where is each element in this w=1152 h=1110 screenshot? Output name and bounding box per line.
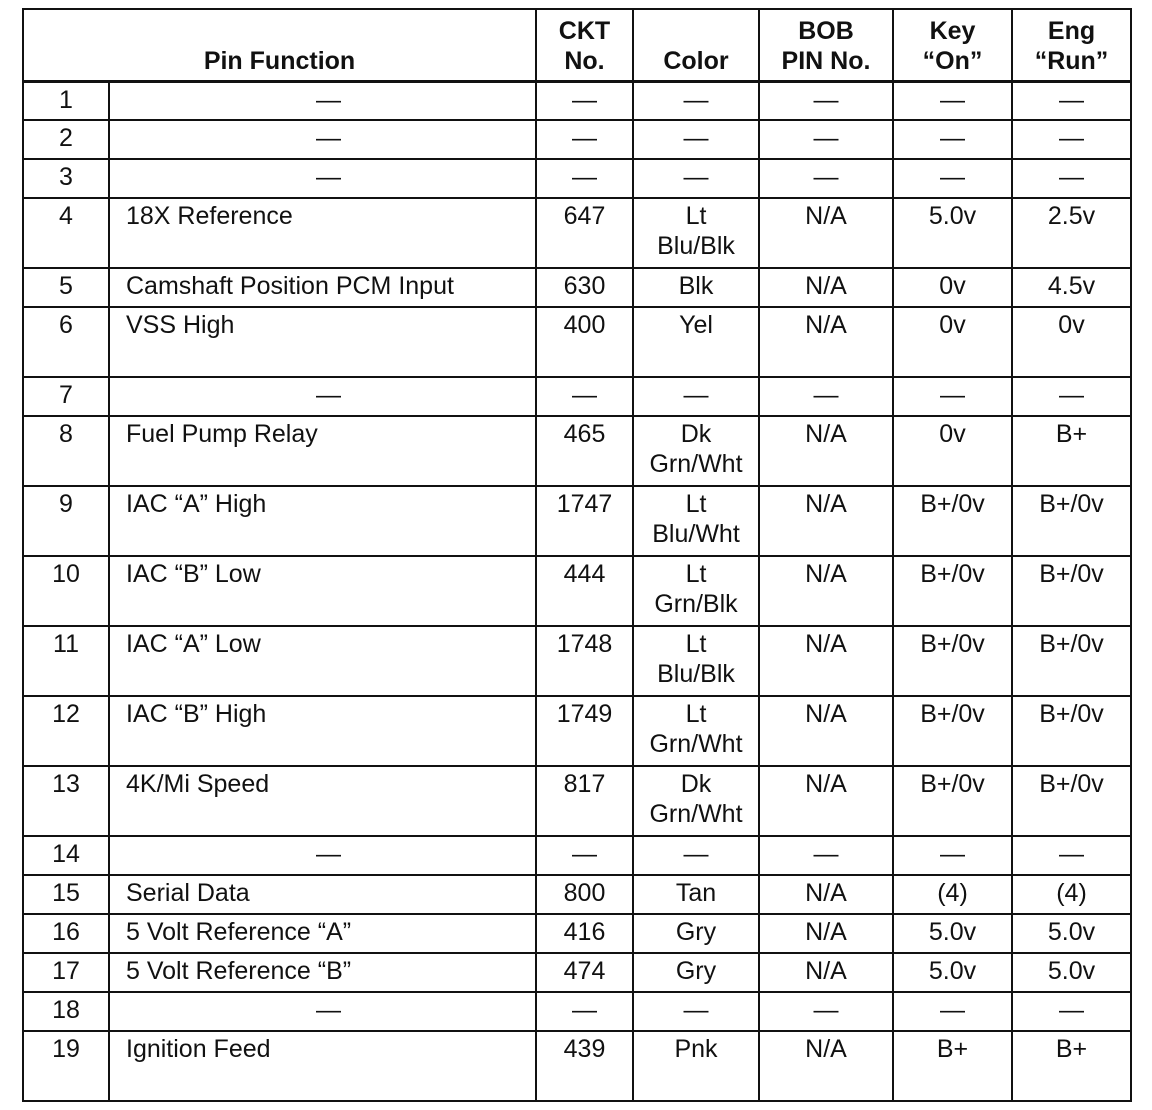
pin-number-cell: 5 xyxy=(23,268,109,307)
bob-pin-cell: — xyxy=(759,992,893,1031)
ckt-number-cell: 1749 xyxy=(536,696,633,766)
eng-run-cell: B+/0v xyxy=(1012,626,1131,696)
eng-run-cell: B+ xyxy=(1012,416,1131,486)
wire-color-line: — xyxy=(683,840,709,868)
pin-function-cell: Ignition Feed xyxy=(109,1031,536,1101)
ckt-number-cell: — xyxy=(536,377,633,416)
wire-color-line: Blu/Wht xyxy=(652,520,740,548)
pin-function-cell: — xyxy=(109,120,536,159)
key-on-cell: — xyxy=(893,159,1012,198)
eng-run-cell: 2.5v xyxy=(1012,198,1131,268)
bob-pin-cell: N/A xyxy=(759,626,893,696)
ckt-number-cell: — xyxy=(536,836,633,875)
header-line: BOB xyxy=(798,16,854,45)
table-row xyxy=(23,626,1131,696)
key-on-cell: 0v xyxy=(893,268,1012,307)
table-row xyxy=(23,377,1131,416)
key-on-cell: B+/0v xyxy=(893,626,1012,696)
bob-pin-cell: N/A xyxy=(759,556,893,626)
key-on-cell: — xyxy=(893,377,1012,416)
pin-function-table xyxy=(22,8,1132,1102)
key-on-cell: — xyxy=(893,992,1012,1031)
wire-color-cell xyxy=(633,875,759,914)
table-row xyxy=(23,914,1131,953)
bob-pin-cell: N/A xyxy=(759,198,893,268)
eng-run-cell: 5.0v xyxy=(1012,914,1131,953)
header-pin-function: Pin Function xyxy=(23,9,536,81)
table-row xyxy=(23,307,1131,377)
bob-pin-cell: — xyxy=(759,377,893,416)
wire-color-line: Lt xyxy=(685,560,707,588)
pin-number-cell: 16 xyxy=(23,914,109,953)
table-row xyxy=(23,120,1131,159)
header-line: No. xyxy=(564,46,605,75)
table-row xyxy=(23,836,1131,875)
wire-color-line: Grn/Wht xyxy=(649,800,743,828)
wire-color-line: Grn/Blk xyxy=(654,590,738,618)
eng-run-cell: B+/0v xyxy=(1012,766,1131,836)
pin-number-cell: 1 xyxy=(23,81,109,120)
pin-number-cell: 11 xyxy=(23,626,109,696)
wire-color-line: Tan xyxy=(675,879,717,907)
eng-run-cell: — xyxy=(1012,836,1131,875)
ckt-number-cell: 465 xyxy=(536,416,633,486)
pin-number-cell: 17 xyxy=(23,953,109,992)
wire-color-line: Yel xyxy=(679,311,713,339)
header-eng-run xyxy=(1012,9,1131,81)
pin-number-cell: 15 xyxy=(23,875,109,914)
table-row xyxy=(23,875,1131,914)
header-bob-pin-no xyxy=(759,9,893,81)
table-row xyxy=(23,416,1131,486)
table-row xyxy=(23,556,1131,626)
wire-color-line: Pnk xyxy=(674,1035,718,1063)
key-on-cell: — xyxy=(893,120,1012,159)
bob-pin-cell: — xyxy=(759,120,893,159)
pin-number-cell: 18 xyxy=(23,992,109,1031)
wire-color-cell xyxy=(633,377,759,416)
table-row xyxy=(23,766,1131,836)
header-key-on xyxy=(893,9,1012,81)
pin-function-cell: — xyxy=(109,81,536,120)
pin-function-cell: — xyxy=(109,992,536,1031)
ckt-number-cell: — xyxy=(536,992,633,1031)
wire-color-cell xyxy=(633,120,759,159)
ckt-number-cell: 474 xyxy=(536,953,633,992)
wire-color-line: Grn/Wht xyxy=(649,730,743,758)
bob-pin-cell: — xyxy=(759,81,893,120)
bob-pin-cell: N/A xyxy=(759,953,893,992)
wire-color-cell xyxy=(633,159,759,198)
header-line: Key xyxy=(929,16,976,45)
key-on-cell: 5.0v xyxy=(893,953,1012,992)
wire-color-line: Dk xyxy=(680,420,712,448)
wire-color-cell xyxy=(633,81,759,120)
bob-pin-cell: N/A xyxy=(759,307,893,377)
wire-color-cell xyxy=(633,268,759,307)
ckt-number-cell: 1748 xyxy=(536,626,633,696)
key-on-cell: (4) xyxy=(893,875,1012,914)
wire-color-line: — xyxy=(683,163,709,191)
ckt-number-cell: 817 xyxy=(536,766,633,836)
eng-run-cell: — xyxy=(1012,120,1131,159)
ckt-number-cell: 439 xyxy=(536,1031,633,1101)
table-row xyxy=(23,953,1131,992)
bob-pin-cell: N/A xyxy=(759,268,893,307)
wire-color-line: Lt xyxy=(685,202,707,230)
header-line: PIN No. xyxy=(781,46,871,75)
pin-number-cell: 10 xyxy=(23,556,109,626)
ckt-number-cell: 630 xyxy=(536,268,633,307)
table-row xyxy=(23,486,1131,556)
ckt-number-cell: 647 xyxy=(536,198,633,268)
key-on-cell: — xyxy=(893,81,1012,120)
eng-run-cell: B+/0v xyxy=(1012,556,1131,626)
key-on-cell: — xyxy=(893,836,1012,875)
key-on-cell: B+ xyxy=(893,1031,1012,1101)
pin-number-cell: 13 xyxy=(23,766,109,836)
bob-pin-cell: N/A xyxy=(759,486,893,556)
wire-color-cell xyxy=(633,953,759,992)
pin-number-cell: 12 xyxy=(23,696,109,766)
bob-pin-cell: N/A xyxy=(759,416,893,486)
pin-function-cell: — xyxy=(109,836,536,875)
eng-run-cell: — xyxy=(1012,159,1131,198)
table-row xyxy=(23,198,1131,268)
wire-color-line: Blu/Blk xyxy=(657,232,735,260)
table-row xyxy=(23,992,1131,1031)
bob-pin-cell: N/A xyxy=(759,696,893,766)
pin-function-cell: IAC “A” Low xyxy=(109,626,536,696)
wire-color-line: Gry xyxy=(675,957,717,985)
wire-color-cell xyxy=(633,1031,759,1101)
key-on-cell: B+/0v xyxy=(893,766,1012,836)
bob-pin-cell: N/A xyxy=(759,875,893,914)
header-ckt-no xyxy=(536,9,633,81)
key-on-cell: B+/0v xyxy=(893,696,1012,766)
header-line: Eng xyxy=(1047,16,1096,45)
header-line: “Run” xyxy=(1034,46,1109,75)
ckt-number-cell: 444 xyxy=(536,556,633,626)
eng-run-cell: B+/0v xyxy=(1012,486,1131,556)
pin-number-cell: 9 xyxy=(23,486,109,556)
pin-function-cell: 4K/Mi Speed xyxy=(109,766,536,836)
wire-color-cell xyxy=(633,766,759,836)
key-on-cell: B+/0v xyxy=(893,486,1012,556)
wire-color-line: — xyxy=(683,996,709,1024)
wire-color-line: — xyxy=(683,85,709,114)
eng-run-cell: (4) xyxy=(1012,875,1131,914)
wire-color-line: Blu/Blk xyxy=(657,660,735,688)
wire-color-cell xyxy=(633,486,759,556)
ckt-number-cell: — xyxy=(536,81,633,120)
table-row xyxy=(23,159,1131,198)
wire-color-cell xyxy=(633,626,759,696)
pin-number-cell: 8 xyxy=(23,416,109,486)
key-on-cell: 5.0v xyxy=(893,914,1012,953)
eng-run-cell: 0v xyxy=(1012,307,1131,377)
header-line: “On” xyxy=(922,46,983,75)
eng-run-cell: — xyxy=(1012,377,1131,416)
header-line: CKT xyxy=(558,16,611,45)
table-body xyxy=(23,81,1131,1101)
bob-pin-cell: — xyxy=(759,836,893,875)
wire-color-line: Lt xyxy=(685,630,707,658)
eng-run-cell: — xyxy=(1012,992,1131,1031)
wire-color-cell xyxy=(633,992,759,1031)
table-row xyxy=(23,1031,1131,1101)
key-on-cell: 0v xyxy=(893,416,1012,486)
bob-pin-cell: N/A xyxy=(759,1031,893,1101)
ckt-number-cell: — xyxy=(536,159,633,198)
header-color: Color xyxy=(633,9,759,81)
key-on-cell: 0v xyxy=(893,307,1012,377)
bob-pin-cell: N/A xyxy=(759,766,893,836)
wire-color-line: Gry xyxy=(675,918,717,946)
ckt-number-cell: 800 xyxy=(536,875,633,914)
ckt-number-cell: 416 xyxy=(536,914,633,953)
wire-color-cell xyxy=(633,556,759,626)
pin-function-cell: IAC “B” Low xyxy=(109,556,536,626)
pin-function-cell: Fuel Pump Relay xyxy=(109,416,536,486)
table-row xyxy=(23,696,1131,766)
ckt-number-cell: 400 xyxy=(536,307,633,377)
wire-color-cell xyxy=(633,198,759,268)
wire-color-cell xyxy=(633,307,759,377)
pin-function-cell: 5 Volt Reference “A” xyxy=(109,914,536,953)
eng-run-cell: B+ xyxy=(1012,1031,1131,1101)
pin-number-cell: 19 xyxy=(23,1031,109,1101)
pin-number-cell: 6 xyxy=(23,307,109,377)
wire-color-cell xyxy=(633,914,759,953)
pin-function-cell: VSS High xyxy=(109,307,536,377)
wire-color-line: Lt xyxy=(685,700,707,728)
wire-color-line: — xyxy=(683,124,709,152)
pin-number-cell: 7 xyxy=(23,377,109,416)
table-row xyxy=(23,268,1131,307)
eng-run-cell: 4.5v xyxy=(1012,268,1131,307)
pin-number-cell: 3 xyxy=(23,159,109,198)
pin-function-cell: Camshaft Position PCM Input xyxy=(109,268,536,307)
wire-color-cell xyxy=(633,416,759,486)
bob-pin-cell: N/A xyxy=(759,914,893,953)
pin-number-cell: 2 xyxy=(23,120,109,159)
wire-color-cell xyxy=(633,696,759,766)
key-on-cell: 5.0v xyxy=(893,198,1012,268)
wire-color-line: Grn/Wht xyxy=(649,450,743,478)
key-on-cell: B+/0v xyxy=(893,556,1012,626)
wire-color-line: Lt xyxy=(685,490,707,518)
wire-color-line: Blk xyxy=(678,272,714,300)
pin-number-cell: 4 xyxy=(23,198,109,268)
pin-function-cell: Serial Data xyxy=(109,875,536,914)
wire-color-line: — xyxy=(683,381,709,409)
wire-color-cell xyxy=(633,836,759,875)
pin-function-cell: — xyxy=(109,159,536,198)
pin-function-cell: IAC “A” High xyxy=(109,486,536,556)
ckt-number-cell: 1747 xyxy=(536,486,633,556)
pin-number-cell: 14 xyxy=(23,836,109,875)
pin-function-cell: 5 Volt Reference “B” xyxy=(109,953,536,992)
table-header-row xyxy=(23,9,1131,81)
eng-run-cell: — xyxy=(1012,81,1131,120)
ckt-number-cell: — xyxy=(536,120,633,159)
pin-function-cell: — xyxy=(109,377,536,416)
table-row xyxy=(23,81,1131,120)
pin-function-cell: 18X Reference xyxy=(109,198,536,268)
eng-run-cell: B+/0v xyxy=(1012,696,1131,766)
wire-color-line: Dk xyxy=(680,770,712,798)
pin-function-cell: IAC “B” High xyxy=(109,696,536,766)
eng-run-cell: 5.0v xyxy=(1012,953,1131,992)
bob-pin-cell: — xyxy=(759,159,893,198)
